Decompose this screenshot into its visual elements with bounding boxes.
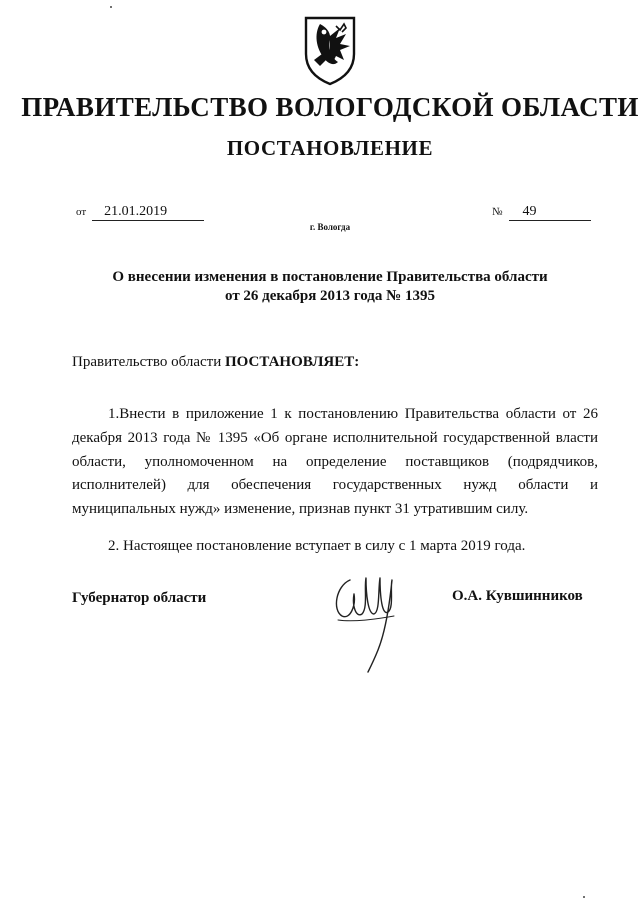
subject-line-1: О внесении изменения в постановление Правительства области xyxy=(112,269,548,285)
government-title: ПРАВИТЕЛЬСТВО ВОЛОГОДСКОЙ ОБЛАСТИ xyxy=(21,92,639,122)
number-field xyxy=(492,203,591,221)
decree-line xyxy=(72,354,359,371)
document-subject xyxy=(60,268,600,306)
subject-line-2: от 26 декабря 2013 года № 1395 xyxy=(225,288,435,304)
signer-name: О.А. Кувшинников xyxy=(452,588,583,604)
scan-speck xyxy=(110,6,112,8)
signer-title: Губернатор области xyxy=(72,590,207,606)
paragraph-1: 1.Внести в приложение 1 к постановлению Правительства области от 26 декабря 2013 года № 1395 «Об органе исполнительной государственной власти области, уполномоченном на определение поставщиков (подрядчиков, исполнителей) для обеспечения государственных нужд области и муниципальных нужд» изменение, признав пункт 31 утратившим силу. xyxy=(72,406,598,518)
document-number: 49 xyxy=(509,204,591,221)
handwritten-signature xyxy=(328,570,408,674)
paragraph-2: 2. Настоящее постановление вступает в силу с 1 марта 2019 года. xyxy=(108,538,526,554)
decree-intro: Правительство области xyxy=(72,354,222,370)
date-prefix: от xyxy=(76,206,87,218)
document-type: ПОСТАНОВЛЕНИЕ xyxy=(226,136,434,160)
coat-of-arms-icon xyxy=(300,14,360,86)
date-field xyxy=(76,203,204,221)
decree-word: ПОСТАНОВЛЯЕТ: xyxy=(224,354,360,370)
document-date: 21.01.2019 xyxy=(92,204,204,221)
city: г. Вологда xyxy=(309,222,351,232)
number-prefix: № xyxy=(492,206,503,218)
scan-speck xyxy=(583,896,585,898)
